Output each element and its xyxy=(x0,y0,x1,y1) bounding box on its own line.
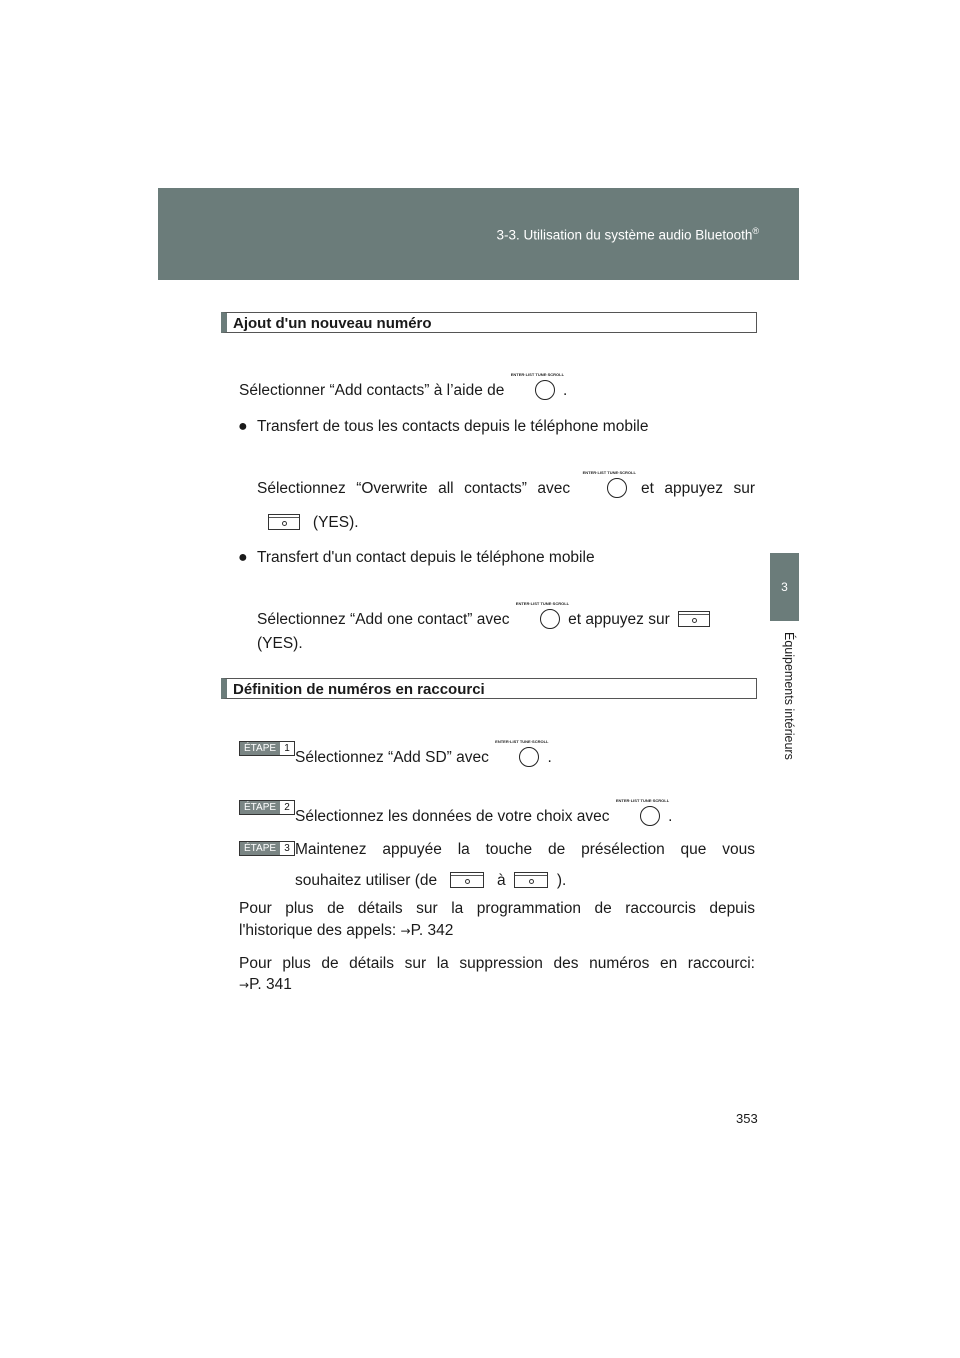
page-number: 353 xyxy=(736,1111,758,1126)
section-heading-add-number: Ajout d'un nouveau numéro xyxy=(221,312,757,333)
step-3-text-line2: souhaitez utiliser (de à ). xyxy=(295,872,567,889)
all-contacts-yes: (YES). xyxy=(268,513,359,533)
tune-knob-icon: ENTER·LIST TUNE·SCROLL xyxy=(511,373,557,401)
one-contact-instruction: Sélectionnez “Add one contact” avec ENTER·LIST TUNE·SCROLL et appuyez sur xyxy=(257,602,710,630)
tune-knob-icon: ENTER·LIST TUNE·SCROLL xyxy=(616,799,662,827)
step-badge: ÉTAPE 2 xyxy=(239,800,295,815)
note-history-line2: l'historique des appels: →P. 342 xyxy=(239,922,454,939)
step-badge: ÉTAPE 3 xyxy=(239,841,295,856)
note-delete-line2 xyxy=(239,975,292,995)
tune-knob-icon: ENTER·LIST TUNE·SCROLL xyxy=(495,740,541,768)
note-history-line1: Pour plus de détails sur la programmation de raccourcis depuis xyxy=(239,900,755,917)
chapter-title: 3-3. Utilisation du système audio Bluetooth® xyxy=(496,226,759,243)
bullet-icon: ● xyxy=(238,418,248,435)
step-badge: ÉTAPE 1 xyxy=(239,741,295,756)
preset-button-icon xyxy=(514,872,548,888)
page-ref-342[interactable]: P. 342 xyxy=(410,922,454,939)
step-1-text: Sélectionnez “Add SD” avec ENTER·LIST TUNE·SCROLL . xyxy=(295,739,552,766)
step-2-text: Sélectionnez les données de votre choix avec ENTER·LIST TUNE·SCROLL . xyxy=(295,798,673,825)
chapter-tab-label: Équipements intérieurs xyxy=(782,632,796,760)
chapter-header xyxy=(158,188,799,280)
arrow-icon: → xyxy=(239,978,250,992)
arrow-icon: → xyxy=(400,924,411,938)
bullet-icon: ● xyxy=(238,549,248,566)
preset-button-icon xyxy=(678,611,710,627)
preset-button-icon xyxy=(268,514,300,530)
tune-knob-icon: ENTER·LIST TUNE·SCROLL xyxy=(583,471,629,499)
bullet-title-one-contact: Transfert d'un contact depuis le téléphone mobile xyxy=(257,549,595,566)
intro-line: Sélectionner “Add contacts” à l’aide de ENTER·LIST TUNE·SCROLL . xyxy=(239,372,568,399)
one-contact-yes: (YES). xyxy=(257,635,303,652)
all-contacts-instruction: Sélectionnez “Overwrite all contacts” avec ENTER·LIST TUNE·SCROLL et appuyez sur xyxy=(257,470,755,497)
section-heading-speed-dial: Définition de numéros en raccourci xyxy=(221,678,757,699)
bullet-title-all-contacts: Transfert de tous les contacts depuis le téléphone mobile xyxy=(257,418,649,435)
step-3-text: Maintenez appuyée la touche de présélection que vous xyxy=(295,841,755,858)
note-delete-line1: Pour plus de détails sur la suppression des numéros en raccourci: xyxy=(239,955,755,972)
page-ref-341[interactable]: P. 341 xyxy=(249,976,292,993)
tune-knob-icon: ENTER·LIST TUNE·SCROLL xyxy=(516,602,562,630)
chapter-tab-number: 3 xyxy=(770,553,799,621)
preset-button-icon xyxy=(450,872,484,888)
